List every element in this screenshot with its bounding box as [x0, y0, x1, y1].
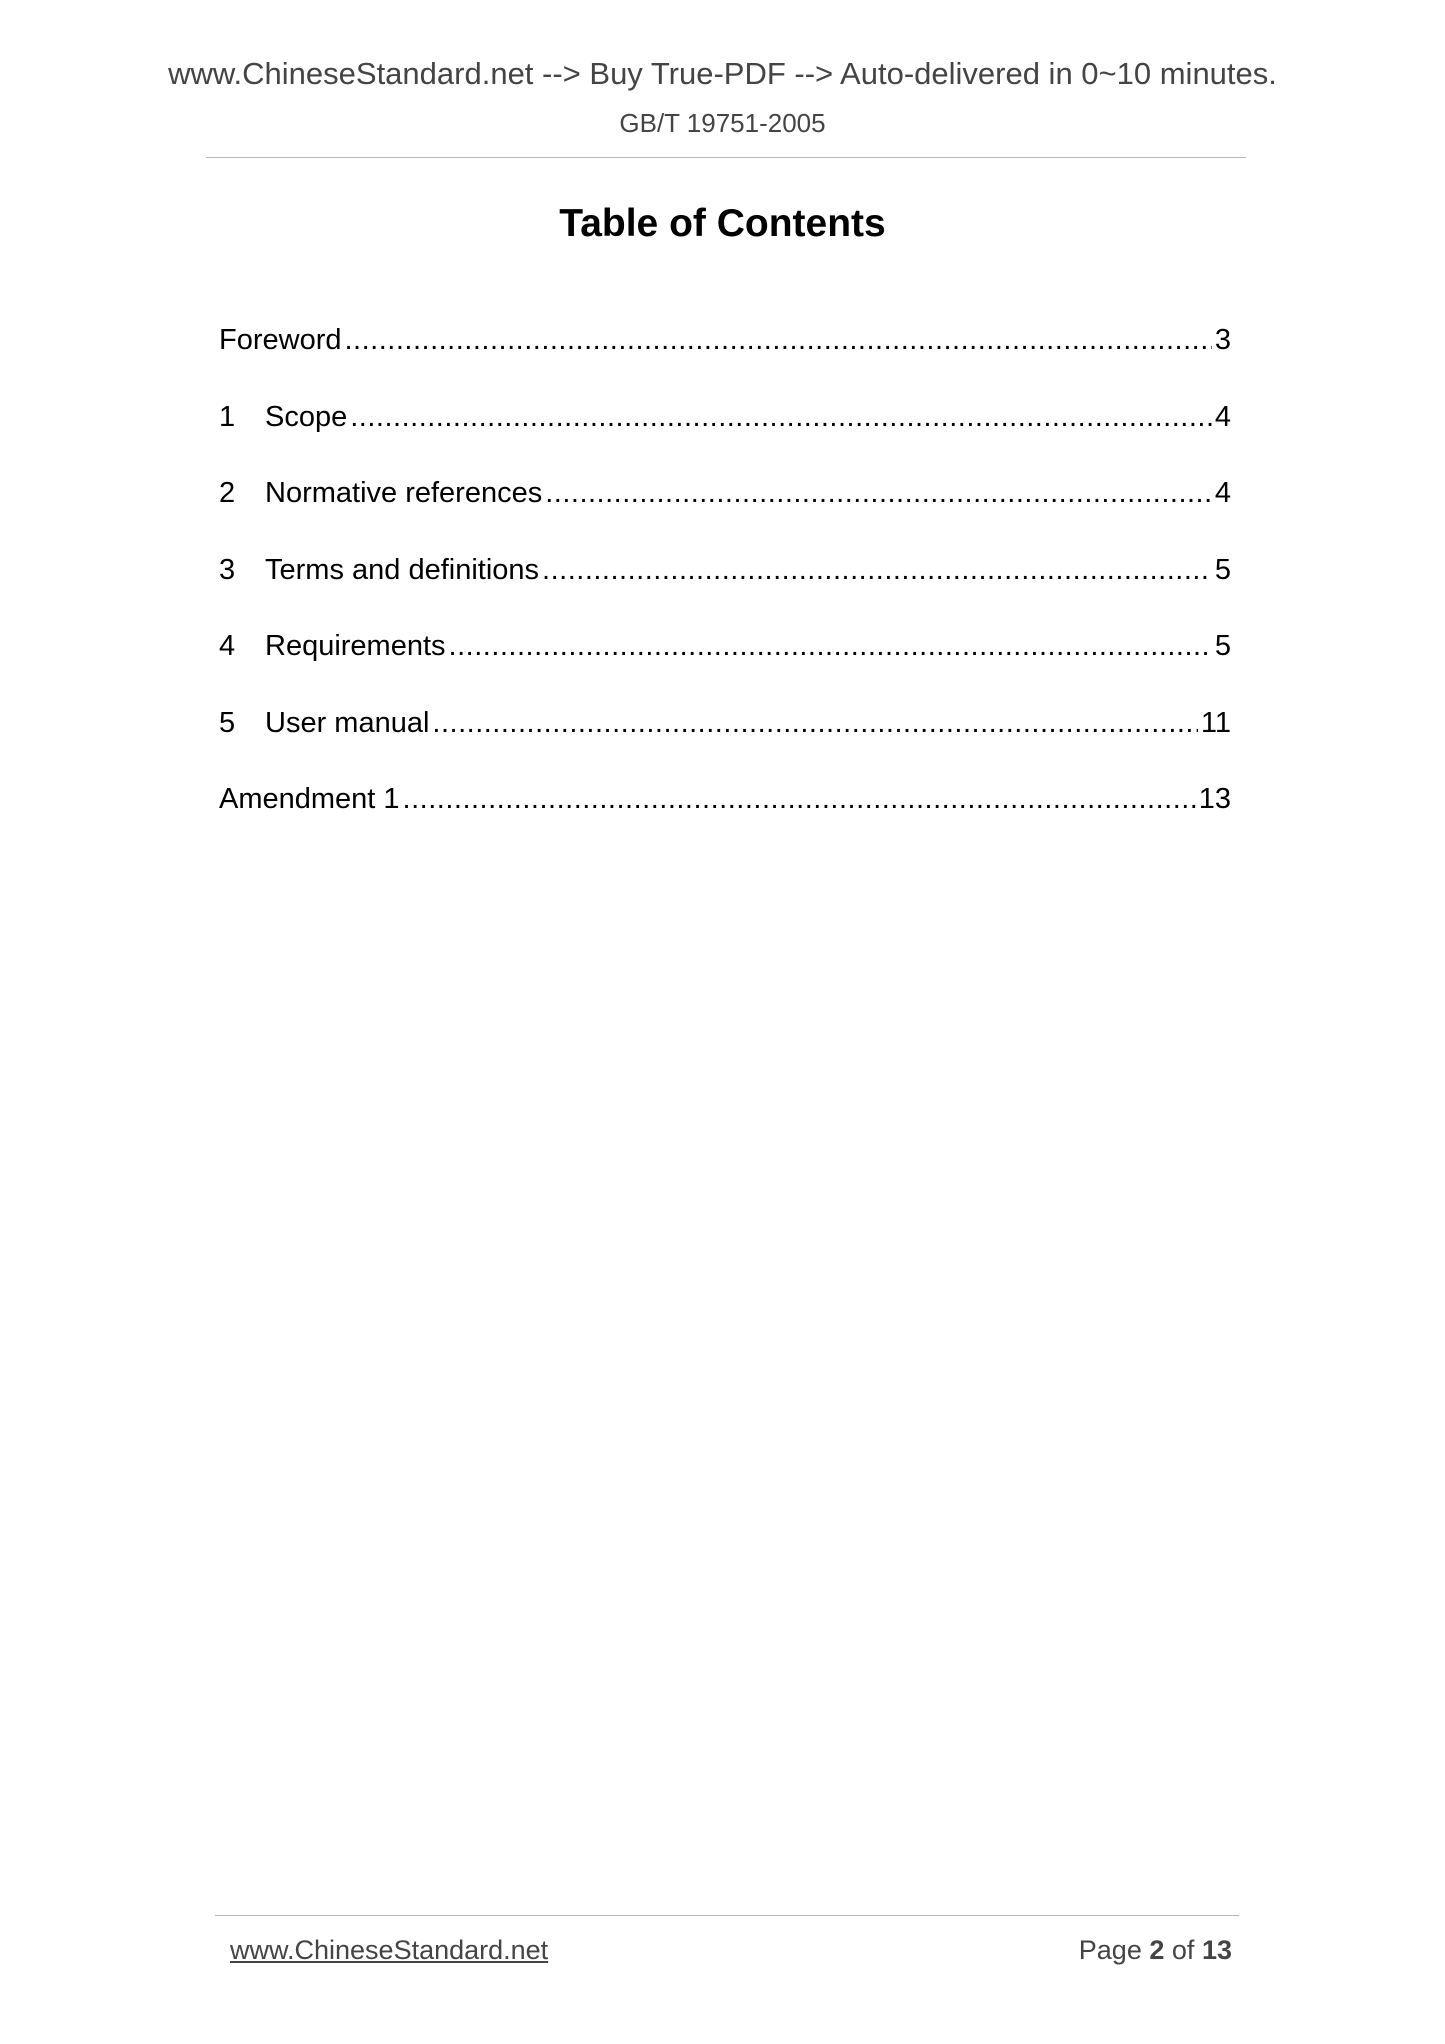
toc-title: Table of Contents [559, 202, 886, 245]
toc-entry-label: Requirements [265, 630, 446, 662]
toc-dot-leader [345, 320, 1212, 360]
page-prefix: Page [1078, 1935, 1142, 1965]
toc-dot-leader [403, 779, 1196, 819]
toc-entry-requirements[interactable] [219, 626, 1231, 703]
toc-dot-leader [542, 550, 1212, 590]
toc-entry-page: 13 [1198, 783, 1231, 815]
toc-entry-foreword[interactable] [219, 320, 1231, 397]
toc-entry-label: Foreword [219, 324, 342, 356]
toc-entry-label: Scope [265, 400, 348, 433]
toc-entry-number: 3 [219, 553, 236, 586]
header-divider [206, 157, 1246, 158]
toc-dot-leader [350, 397, 1212, 437]
toc-entry-label: Terms and definitions [265, 553, 540, 586]
toc-entry-page: 4 [1214, 400, 1231, 433]
toc-entry-label: Normative references [265, 477, 543, 509]
toc-dot-leader [449, 626, 1212, 666]
document-number: GB/T 19751-2005 [619, 108, 826, 138]
toc-entry-normative-references[interactable] [219, 473, 1231, 550]
toc-entry-number: 4 [219, 630, 236, 662]
toc-entry-page: 4 [1214, 477, 1231, 509]
toc-entry-amendment-1[interactable] [219, 779, 1231, 856]
toc-entry-scope[interactable] [219, 397, 1231, 474]
toc-entry-page: 5 [1214, 553, 1231, 586]
total-pages-number: 13 [1201, 1935, 1232, 1965]
toc-list [219, 320, 1231, 856]
toc-entry-label: User manual [265, 706, 430, 739]
page-of: of [1171, 1935, 1195, 1965]
toc-entry-number: 2 [219, 477, 236, 509]
toc-entry-page: 11 [1200, 706, 1231, 739]
toc-entry-number: 1 [219, 400, 236, 433]
header-banner: www.ChineseStandard.net --> Buy True-PDF --> Auto-delivered in 0~10 minutes. [168, 56, 1277, 91]
page-counter [1079, 1935, 1232, 1966]
toc-entry-user-manual[interactable] [219, 703, 1231, 780]
toc-entry-page: 5 [1214, 630, 1231, 662]
footer-divider [215, 1915, 1239, 1916]
toc-entry-number: 5 [219, 706, 236, 739]
toc-entry-page: 3 [1214, 324, 1231, 356]
toc-dot-leader [432, 703, 1197, 743]
toc-entry-terms-and-definitions[interactable] [219, 550, 1231, 627]
toc-entry-label: Amendment 1 [219, 783, 400, 815]
current-page-number: 2 [1149, 1935, 1165, 1965]
footer-website-link[interactable]: www.ChineseStandard.net [230, 1935, 549, 1965]
toc-dot-leader [545, 473, 1212, 513]
